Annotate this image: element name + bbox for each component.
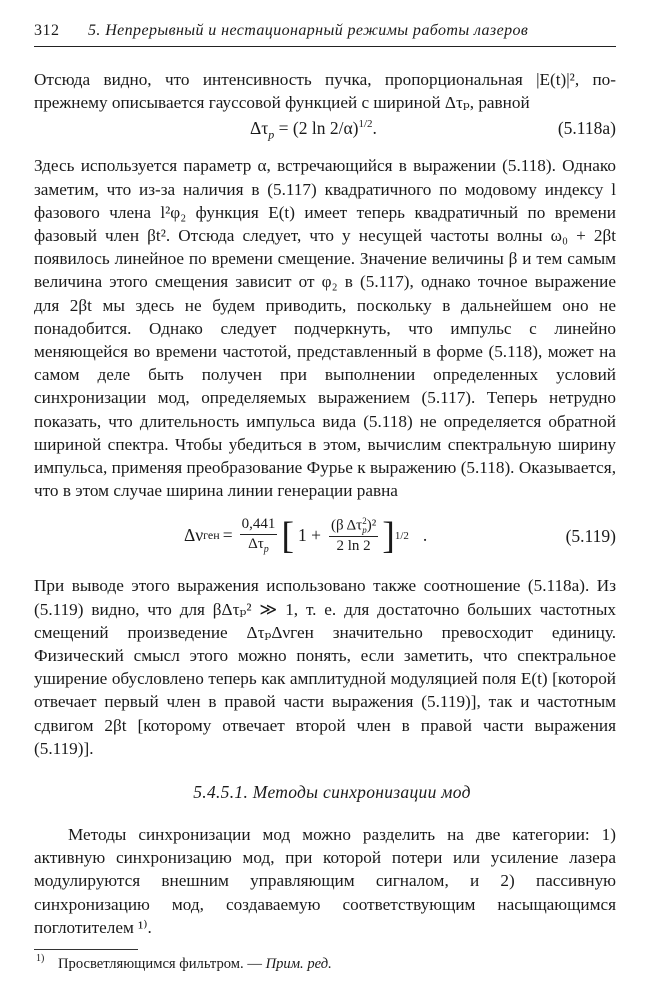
equation-5-119-formula (184, 516, 427, 555)
eq2-exponent: 1/2 (394, 529, 409, 542)
footnote-mark: 1) (36, 953, 45, 965)
eq2-tail: . (422, 525, 428, 546)
eq1-exponent: 1/2 (358, 118, 373, 131)
eq1-tail: . (372, 118, 377, 139)
eq2-frac1-den (248, 535, 269, 555)
eq2-frac1-num: 0,441 (240, 516, 278, 535)
eq2-frac1-den-sub: p (263, 544, 269, 556)
footnote-editor-note: Прим. ред. (265, 956, 332, 973)
equation-5-118a-formula (250, 118, 377, 143)
eq2-one-plus: 1 + (297, 525, 321, 546)
eq2-lhs-sub: ген (203, 528, 220, 543)
running-header (34, 22, 616, 47)
running-title: 5. Непрерывный и нестационарный режимы работы лазеров (88, 22, 529, 39)
eq2-fraction-1 (240, 516, 278, 555)
equation-5-119 (34, 508, 616, 568)
subsection-title: 5.4.5.1. Методы синхронизации мод (193, 782, 471, 803)
eq1-lhs-sub: p (268, 127, 275, 142)
eq2-equals: = (222, 525, 233, 546)
page (34, 22, 616, 973)
eq2-frac2-num-main: (β Δτ (330, 517, 363, 534)
eq2-frac2-num (329, 517, 378, 537)
eq2-fraction-2 (329, 517, 378, 555)
equation-5-118a (34, 116, 616, 146)
equation-number: (5.119) (565, 526, 616, 547)
eq1-rhs: = (2 ln 2/α) (278, 118, 359, 139)
left-bracket: [ (281, 514, 294, 557)
eq2-frac2-den: 2 ln 2 (336, 537, 371, 554)
footnote-divider (34, 949, 138, 950)
paragraph-1: Отсюда видно, что интенсивность пучка, пропорциональная |E(t)|², по-прежнему описывается гауссовой функцией с шириной Δτₚ, равной (34, 70, 616, 113)
eq2-lhs: Δν (184, 525, 204, 546)
paragraph-3: При выводе этого выражения использовано также соотношение (5.118а). Из (5.119) видно, что для βΔτₚ² ≫ 1, т. е. для достаточно больших частотных смещений произведение ΔτₚΔνген значительно превосходит единицу. Физический смысл этого можно понять, если заметить, что спектральное уширение обусловлено теперь как амплитудной модуляцией поля E(t) [которой отвечает первый член в правой части выражения (5.119)], так и частотным сдвигом 2βt [которому отвечает второй член в правой части выражения (5.119)]. (34, 576, 616, 758)
footnote-text: Просветляющимся фильтром. — (58, 956, 266, 973)
paragraph-2: Здесь используется параметр α, встречающийся в выражении (5.118). Однако заметим, что из-за наличия в (5.117) квадратичного по модовому индексу l фазового члена l²φ₂ функция E(t) имеет теперь квадратичный по времени фазовый член βt². Отсюда следует, что у несущей частоты волны ω₀ + 2βt появилось линейное по времени смещение. Значение величины β и тем самым величина этого смещения зависит от φ₂ в (5.117), однако точное выражение для 2βt мы здесь не будем приводить, поскольку в дальнейшем оно не понадобится. Однако следует подчеркнуть, что импульс с линейно меняющейся во времени частотой, представленный в форме (5.118), может на самом деле быть получен при выполнении определенных условий синхронизации мод, определяемых выражением (5.117). Теперь нетрудно показать, что длительность импульса вида (5.118) не определяется обратной шириной спектра. Чтобы убедиться в этом, вычислим спектральную ширину импульса, применяя преобразование Фурье к выражению (5.118). Оказывается, что в этом случае ширина линии генерации равна (34, 156, 616, 501)
page-number: 312 (34, 22, 60, 39)
eq2-frac2-num-sup: 2 (362, 515, 367, 526)
eq2-frac2-num-sub: p (362, 524, 367, 535)
eq1-lhs: Δτ (250, 118, 269, 139)
equation-number: (5.118a) (557, 118, 616, 139)
eq2-frac1-den-main: Δτ (248, 536, 264, 553)
eq2-frac2-num-tail: )² (366, 517, 377, 534)
right-bracket: ] (382, 514, 395, 557)
footnote (34, 953, 616, 973)
paragraph-4: Методы синхронизации мод можно разделить на две категории: 1) активную синхронизацию мод, при которой потери или усиление лазера модулируются внешним управляющим сигналом, и 2) пассивную синхронизацию мод, создаваемую соответствующим насыщающимся поглотителем ¹⁾. (34, 825, 616, 937)
